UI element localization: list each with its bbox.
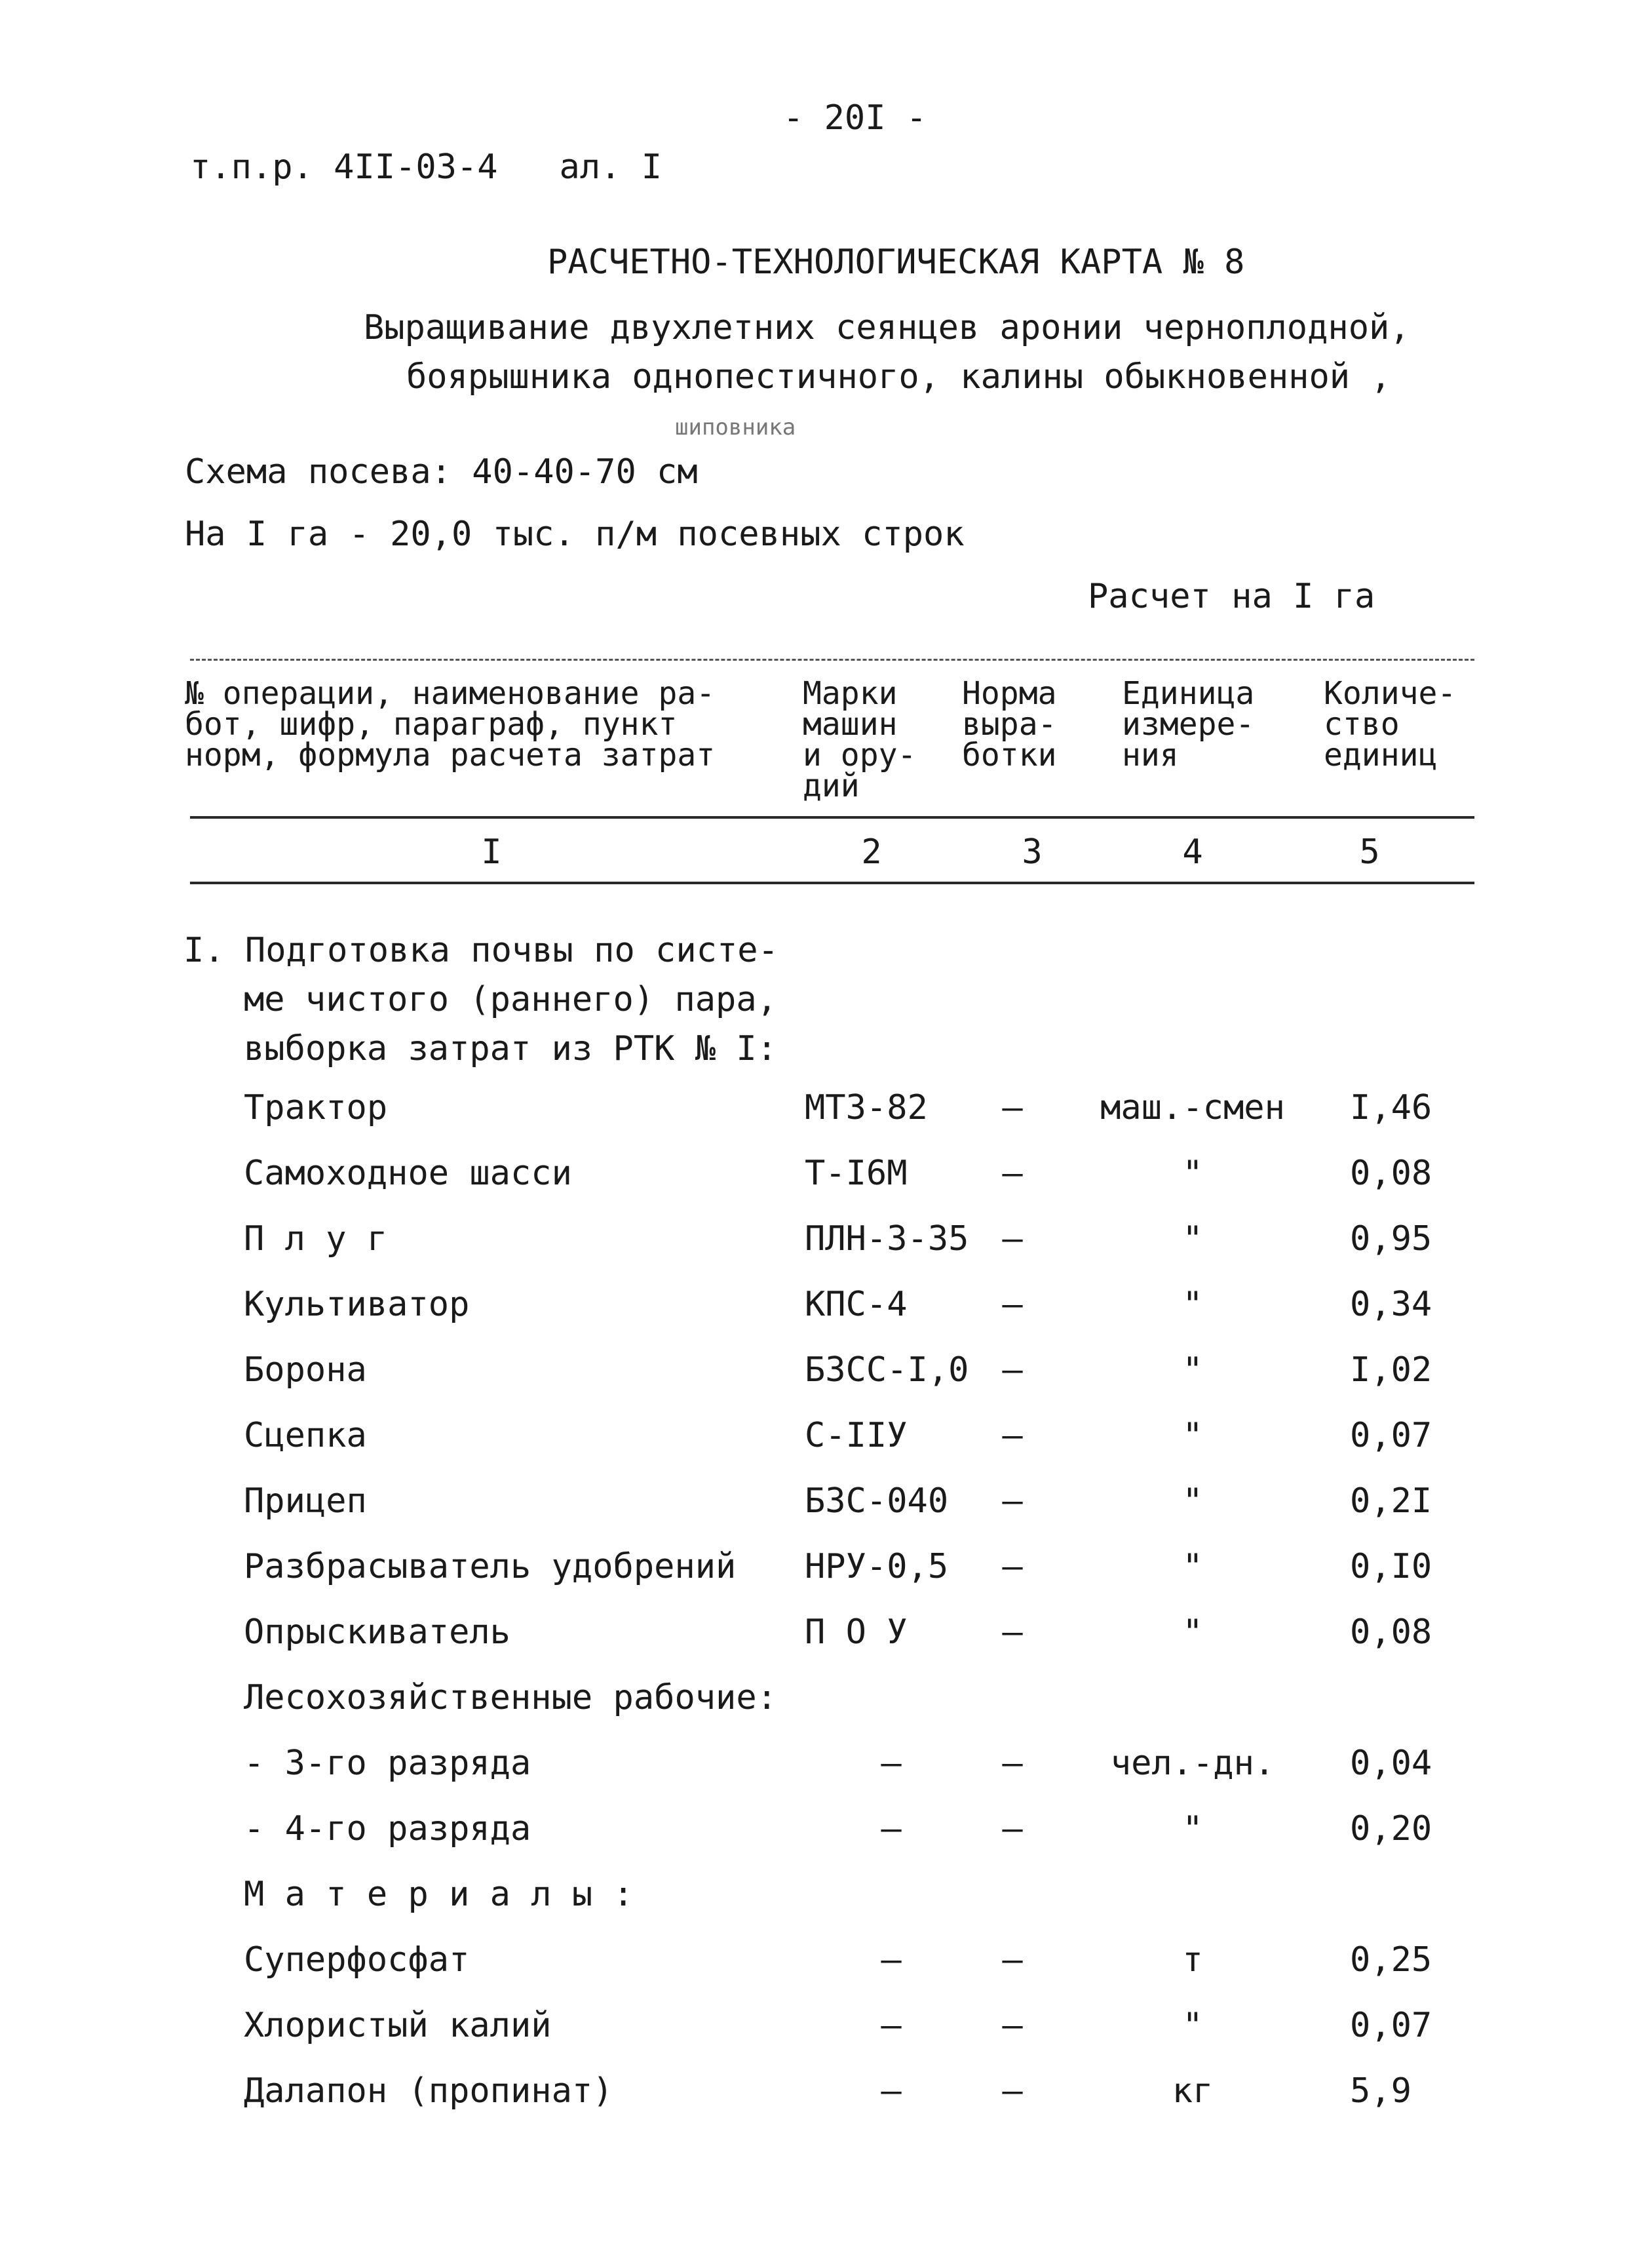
header-col-4: Единица измере- ния [1122, 675, 1255, 773]
row-name: Борона [244, 1350, 367, 1390]
row-brand: ПЛН-3-35 [805, 1219, 969, 1259]
row-qty: 5,9 [1350, 2071, 1412, 2111]
table-row [0, 1940, 1633, 1980]
row-norm: – [1002, 2006, 1023, 2045]
calculation-basis: Расчет на I га [1088, 577, 1375, 616]
row-name: Опрыскиватель [244, 1613, 510, 1652]
row-brand: КПС-4 [805, 1285, 908, 1324]
row-qty: 0,08 [1350, 1613, 1432, 1652]
table-row [0, 1088, 1633, 1127]
row-norm: – [1002, 1547, 1023, 1586]
sowing-scheme: Схема посева: 40-40-70 см [185, 452, 698, 492]
row-name: Самоходное шасси [244, 1154, 572, 1193]
page-title: РАСЧЕТНО-ТЕХНОЛОГИЧЕСКАЯ КАРТА № 8 [547, 243, 1245, 282]
table-row [0, 1350, 1633, 1390]
row-brand: – [881, 2006, 902, 2045]
section-title-line-1: I. Подготовка почвы по систе- [183, 931, 778, 970]
row-norm: – [1002, 2071, 1023, 2111]
row-unit: " [1182, 1350, 1203, 1390]
row-name: Суперфосфат [244, 1940, 470, 1980]
row-name: Разбрасыватель удобрений [244, 1547, 737, 1586]
row-unit: " [1182, 1154, 1203, 1193]
row-brand: МТЗ-82 [805, 1088, 928, 1127]
workers-title: Лесохозяйственные рабочие: [244, 1678, 777, 1717]
row-qty: 0,07 [1350, 1416, 1432, 1455]
table-row [0, 2071, 1633, 2111]
row-norm: – [1002, 1809, 1023, 1848]
row-unit: " [1182, 1285, 1203, 1324]
col-number-4: 4 [1182, 832, 1203, 872]
row-qty: 0,04 [1350, 1744, 1432, 1783]
table-row [0, 1809, 1633, 1848]
row-unit: т [1182, 1940, 1203, 1980]
row-norm: – [1002, 1219, 1023, 1259]
header-col-2: Марки машин и ору- дий [803, 675, 917, 804]
row-qty: 0,25 [1350, 1940, 1432, 1980]
row-unit: " [1182, 1613, 1203, 1652]
row-unit: " [1182, 2006, 1203, 2045]
row-name: Культиватор [244, 1285, 470, 1324]
row-unit: " [1182, 1809, 1203, 1848]
row-norm: – [1002, 1154, 1023, 1193]
row-brand: Т-I6М [805, 1154, 908, 1193]
table-row [0, 1613, 1633, 1652]
row-brand: – [881, 2071, 902, 2111]
row-brand: – [881, 1809, 902, 1848]
row-brand: С-IIУ [805, 1416, 908, 1455]
row-brand: НРУ-0,5 [805, 1547, 949, 1586]
col-number-rule [190, 882, 1474, 884]
row-norm: – [1002, 1088, 1023, 1127]
row-unit: кг [1172, 2071, 1214, 2111]
row-name: Далапон (пропинат) [244, 2071, 613, 2111]
row-name: П л у г [244, 1219, 388, 1259]
page-number: - 20I - [783, 98, 927, 138]
row-qty: 0,95 [1350, 1219, 1432, 1259]
header-col-1: № операции, наименование ра- бот, шифр, параграф, пункт норм, формула расчета затрат [185, 675, 716, 773]
row-norm: – [1002, 1613, 1023, 1652]
row-qty: 0,I0 [1350, 1547, 1432, 1586]
row-unit: " [1182, 1547, 1203, 1586]
section-title-line-3: выборка затрат из РТК № I: [244, 1029, 777, 1068]
header-col-3: Норма выра- ботки [962, 675, 1057, 773]
row-name: Трактор [244, 1088, 388, 1127]
row-unit: " [1182, 1219, 1203, 1259]
row-qty: 0,20 [1350, 1809, 1432, 1848]
row-norm: – [1002, 1416, 1023, 1455]
document-reference: т.п.р. 4II-03-4 ал. I [190, 147, 663, 187]
table-row [0, 1416, 1633, 1455]
section-title-line-2: ме чистого (раннего) пара, [244, 980, 777, 1019]
col-number-1: I [481, 832, 502, 872]
row-brand: П О У [805, 1613, 908, 1652]
row-brand: БЗСС-I,0 [805, 1350, 969, 1390]
subtitle-line-3: шиповника [675, 414, 796, 440]
row-unit: маш.-смен [1100, 1088, 1285, 1127]
table-row [0, 2006, 1633, 2045]
row-name: Хлористый калий [244, 2006, 552, 2045]
header-col-5: Количе- ство единиц [1324, 675, 1457, 773]
table-row [0, 1547, 1633, 1586]
row-qty: 0,2I [1350, 1481, 1432, 1521]
table-top-rule [190, 659, 1474, 661]
row-norm: – [1002, 1744, 1023, 1783]
col-number-2: 2 [861, 832, 882, 872]
col-number-5: 5 [1359, 832, 1380, 872]
row-norm: – [1002, 1940, 1023, 1980]
per-hectare-note: На I га - 20,0 тыс. п/м посевных строк [185, 515, 965, 554]
table-row [0, 1744, 1633, 1783]
table-row [0, 1219, 1633, 1259]
row-brand: – [881, 1940, 902, 1980]
row-name: - 4-го разряда [244, 1809, 531, 1848]
row-unit: чел.-дн. [1110, 1744, 1275, 1783]
table-row [0, 1154, 1633, 1193]
row-brand: – [881, 1744, 902, 1783]
table-row [0, 1481, 1633, 1521]
row-qty: 0,08 [1350, 1154, 1432, 1193]
row-qty: I,46 [1350, 1088, 1432, 1127]
row-unit: " [1182, 1481, 1203, 1521]
row-brand: БЗС-040 [805, 1481, 949, 1521]
subtitle-line-1: Выращивание двухлетних сеянцев аронии черноплодной, [364, 308, 1410, 347]
row-norm: – [1002, 1285, 1023, 1324]
row-norm: – [1002, 1481, 1023, 1521]
row-qty: 0,07 [1350, 2006, 1432, 2045]
row-norm: – [1002, 1350, 1023, 1390]
table-row [0, 1285, 1633, 1324]
row-unit: " [1182, 1416, 1203, 1455]
row-qty: I,02 [1350, 1350, 1432, 1390]
materials-title: М а т е р и а л ы : [244, 1875, 634, 1914]
row-qty: 0,34 [1350, 1285, 1432, 1324]
header-bottom-rule [190, 816, 1474, 819]
row-name: - 3-го разряда [244, 1744, 531, 1783]
col-number-3: 3 [1022, 832, 1043, 872]
row-name: Сцепка [244, 1416, 367, 1455]
subtitle-line-2: боярышника однопестичного, калины обыкновенной , [406, 357, 1391, 397]
row-name: Прицеп [244, 1481, 367, 1521]
